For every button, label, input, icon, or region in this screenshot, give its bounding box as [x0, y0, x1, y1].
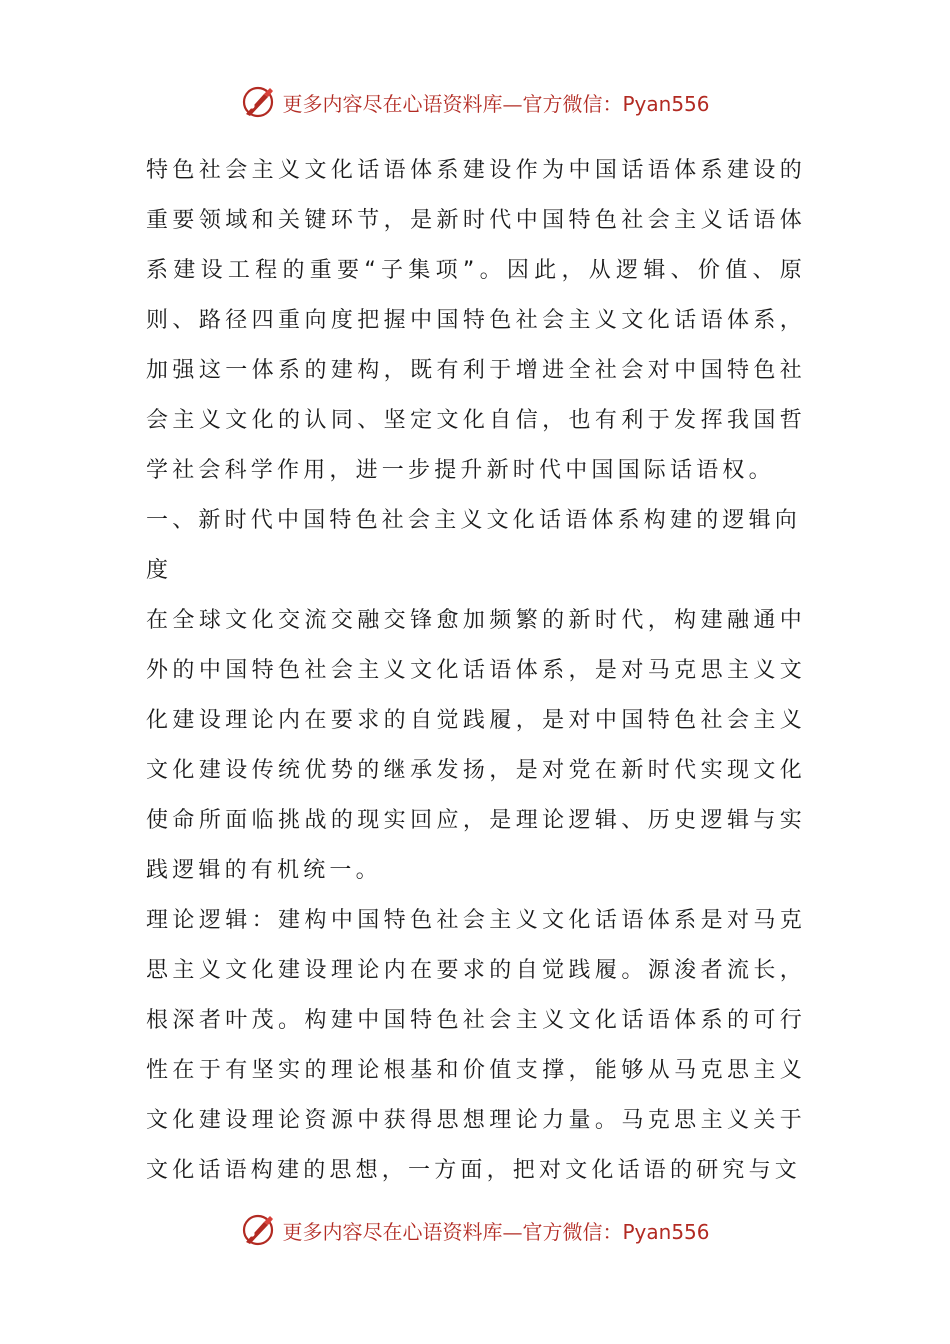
pen-circle-logo-icon [240, 84, 276, 120]
footer-banner [0, 1210, 950, 1250]
paragraph-intro: 特色社会主义文化话语体系建设作为中国话语体系建设的重要领域和关键环节，是新时代中国特色社会主义话语体系建设工程的重要“子集项”。因此，从逻辑、价值、原则、路径四重向度把握中国特色社会主义文化话语体系，加强这一体系的建构，既有利于增进全社会对中国特色社会主义文化的认同、坚定文化自信，也有利于发挥我国哲学社会科学作用，进一步提升新时代中国国际话语权。 [146, 158, 806, 483]
paragraph-logic-overview: 在全球文化交流交融交锋愈加频繁的新时代，构建融通中外的中国特色社会主义文化话语体系，是对马克思主义文化建设理论内在要求的自觉践履，是对中国特色社会主义文化建设传统优势的继承发扬，是对党在新时代实现文化使命所面临挑战的现实回应，是理论逻辑、历史逻辑与实践逻辑的有机统一。 [146, 608, 806, 883]
header-banner [0, 82, 950, 122]
pen-circle-logo-icon [240, 1212, 276, 1248]
banner-slogan: 更多内容尽在心语资料库—官方微信： [282, 91, 623, 116]
document-body [146, 146, 806, 1196]
banner-wechat-id: Pyan556 [622, 91, 710, 116]
banner-wechat-id: Pyan556 [622, 1219, 710, 1244]
section-heading-1: 一、新时代中国特色社会主义文化话语体系构建的逻辑向度 [146, 508, 802, 583]
banner-text [282, 1216, 709, 1245]
banner-text [282, 88, 709, 117]
paragraph-theory-logic: 理论逻辑：建构中国特色社会主义文化话语体系是对马克思主义文化建设理论内在要求的自觉践履。源浚者流长，根深者叶茂。构建中国特色社会主义文化话语体系的可行性在于有坚实的理论根基和价值支撑，能够从马克思主义文化建设理论资源中获得思想理论力量。马克思主义关于文化话语构建的思想，一方面，把对文化话语的研究与文 [146, 908, 806, 1183]
banner-slogan: 更多内容尽在心语资料库—官方微信： [282, 1219, 623, 1244]
